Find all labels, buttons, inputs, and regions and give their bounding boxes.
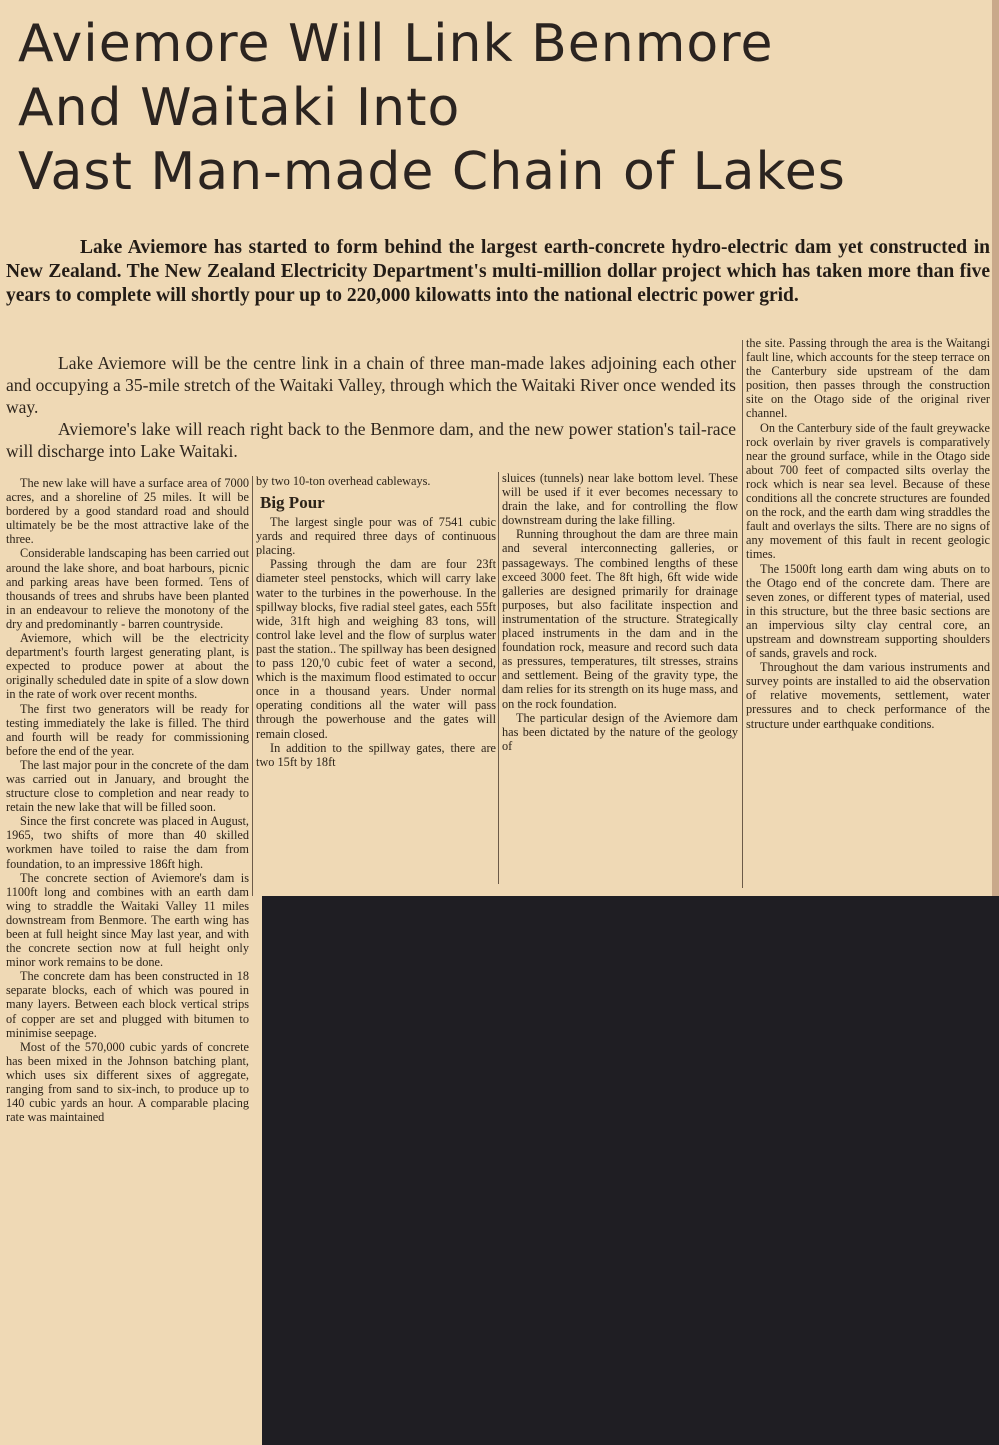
column-rule xyxy=(252,476,253,896)
scan-background xyxy=(262,896,999,1445)
headline-line-2: And Waitaki Into xyxy=(18,78,461,138)
column-3 xyxy=(502,471,738,883)
body-paragraph: The 1500ft long earth dam wing abuts on to the Otago end of the concrete dam. There are seven zones, or different types of material, used in this structure, but the three basic sections are an impervious silty clay central core, an upstream and downstream supporting shoulders of sands, gravels and rock. xyxy=(746,561,990,661)
body-paragraph: The new lake will have a surface area of 7000 acres, and a shoreline of 25 miles. It will be bordered by a good standard road and should ultimately be be the most attractive lake of the three. xyxy=(6,476,249,547)
body-paragraph: Since the first concrete was placed in August, 1965, two shifts of more than 40 skilled workmen have toiled to raise the dam from foundation, to an impressive 186ft high. xyxy=(6,814,249,871)
intro-paragraph: Aviemore's lake will reach right back to the Benmore dam, and the new power station's tail-race will discharge into Lake Waitaki. xyxy=(6,419,736,461)
headline xyxy=(18,12,978,204)
body-paragraph: Running throughout the dam are three main and several interconnecting galleries, or passageways. The combined lengths of these exceed 3000 feet. The 8ft high, 6ft wide wide galleries are designed primarily for drainage purposes, but also facilitate inspection and instrumentation of the structure. Strategically placed instruments in the dam and in the foundation rock, measure and record such data as pressures, temperatures, tilt stresses, strains and settlement. Being of the gravity type, the dam relies for its strength on its huge mass, and on the rock foundation. xyxy=(502,527,738,711)
column-1 xyxy=(6,476,249,1441)
body-paragraph: Considerable landscaping has been carried out around the lake shore, and boat harbours, picnic and parking areas have been formed. Tens of thousands of trees and shrubs have been planted in an endeavour to relieve the monotony of the dry and predominantly - barren countryside. xyxy=(6,546,249,631)
column-4 xyxy=(746,336,990,890)
deck-paragraph: Lake Aviemore has started to form behind the largest earth-concrete hydro-electric dam yet constructed in New Zealand. The New Zealand Electricity Department's multi-million dollar project which has taken more than five years to complete will shortly pour up to 220,000 kilowatts into the national electric power grid. xyxy=(6,237,990,306)
headline-line-3: Vast Man-made Chain of Lakes xyxy=(18,142,846,202)
body-paragraph: The particular design of the Aviemore dam has been dictated by the nature of the geology of xyxy=(502,710,738,753)
body-paragraph: The largest single pour was of 7541 cubic yards and required three days of continuous placing. xyxy=(256,515,496,558)
body-paragraph: Passing through the dam are four 23ft diameter steel penstocks, which will carry lake water to the turbines in the powerhouse. In the spillway blocks, five radial steel gates, each 55ft wide, 31ft high and weighing 83 tons, will control lake level and the flow of surplus water past the station.. The spillway has been designed to pass 120,'0 cubic feet of water a second, which is the maximum flood estimated to occur once in a thousand years. Under normal operating conditions all the water will pass through the powerhouse and the gates will remain closed. xyxy=(256,557,496,741)
body-paragraph: In addition to the spillway gates, there are two 15ft by 18ft xyxy=(256,740,496,769)
body-paragraph: The concrete dam has been constructed in 18 separate blocks, each of which was poured in many layers. Between each block vertical strips of copper are set and plugged with bitumen to minimise seepage. xyxy=(6,969,249,1040)
body-paragraph: The first two generators will be ready for testing immediately the lake is filled. The third and fourth will be ready for commissioning before the end of the year. xyxy=(6,701,249,758)
clipping-edge-shadow xyxy=(992,0,999,896)
body-paragraph: Most of the 570,000 cubic yards of concrete has been mixed in the Johnson batching plant, which uses six different sixes of aggregate, ranging from sand to six-inch, to produce up to 140 cubic yards an hour. A comparable placing rate was maintained xyxy=(6,1039,249,1125)
body-paragraph: sluices (tunnels) near lake bottom level. These will be used if it ever becomes necessary to drain the lake, and for controlling the flow downstream during the lake filling. xyxy=(502,471,738,528)
subheading: Big Pour xyxy=(260,493,325,513)
body-paragraph: Aviemore, which will be the electricity department's fourth largest generating plant, is expected to produce power at about the originally scheduled date in spite of a slow down in the rate of work over recent months. xyxy=(6,631,249,702)
body-paragraph: The concrete section of Aviemore's dam is 1100ft long and combines with an earth dam wing to straddle the Waitaki Valley 11 miles downstream from Benmore. The earth wing has been at full height since May last year, and with the concrete section now at full height only minor work remains to be done. xyxy=(6,870,249,970)
intro xyxy=(6,352,736,462)
body-paragraph: On the Canterbury side of the fault greywacke rock overlain by river gravels is comparatively near the ground surface, while in the Otago side about 700 feet of compacted silts overlay the rock which is near sea level. Because of these conditions all the concrete structures are founded on the rock, and the earth dam wing straddles the fault and overlays the silts. There are no signs of any movement of this fault in recent geologic times. xyxy=(746,420,990,562)
body-paragraph: by two 10-ton overhead cableways. xyxy=(256,474,431,488)
body-paragraph: The last major pour in the concrete of the dam was carried out in January, and brought the structure close to completion and near ready to retain the new lake that will be filled soon. xyxy=(6,757,249,815)
column-rule xyxy=(742,340,743,888)
column-rule xyxy=(498,472,499,884)
column-2 xyxy=(256,474,496,884)
body-paragraph: the site. Passing through the area is the Waitangi fault line, which accounts for the steep terrace on the Canterbury side upstream of the dam position, then passes through the construction site on the Otago side of the original river channel. xyxy=(746,336,990,421)
body-paragraph: Throughout the dam various instruments and survey points are installed to aid the observation of relative movements, settlement, water pressures and to check performance of the structure under earthquake conditions. xyxy=(746,660,990,731)
intro-paragraph: Lake Aviemore will be the centre link in a chain of three man-made lakes adjoining each other and occupying a 35-mile stretch of the Waitaki Valley, through which the Waitaki River once wended its way. xyxy=(6,353,736,417)
headline-line-1: Aviemore Will Link Benmore xyxy=(18,14,774,74)
